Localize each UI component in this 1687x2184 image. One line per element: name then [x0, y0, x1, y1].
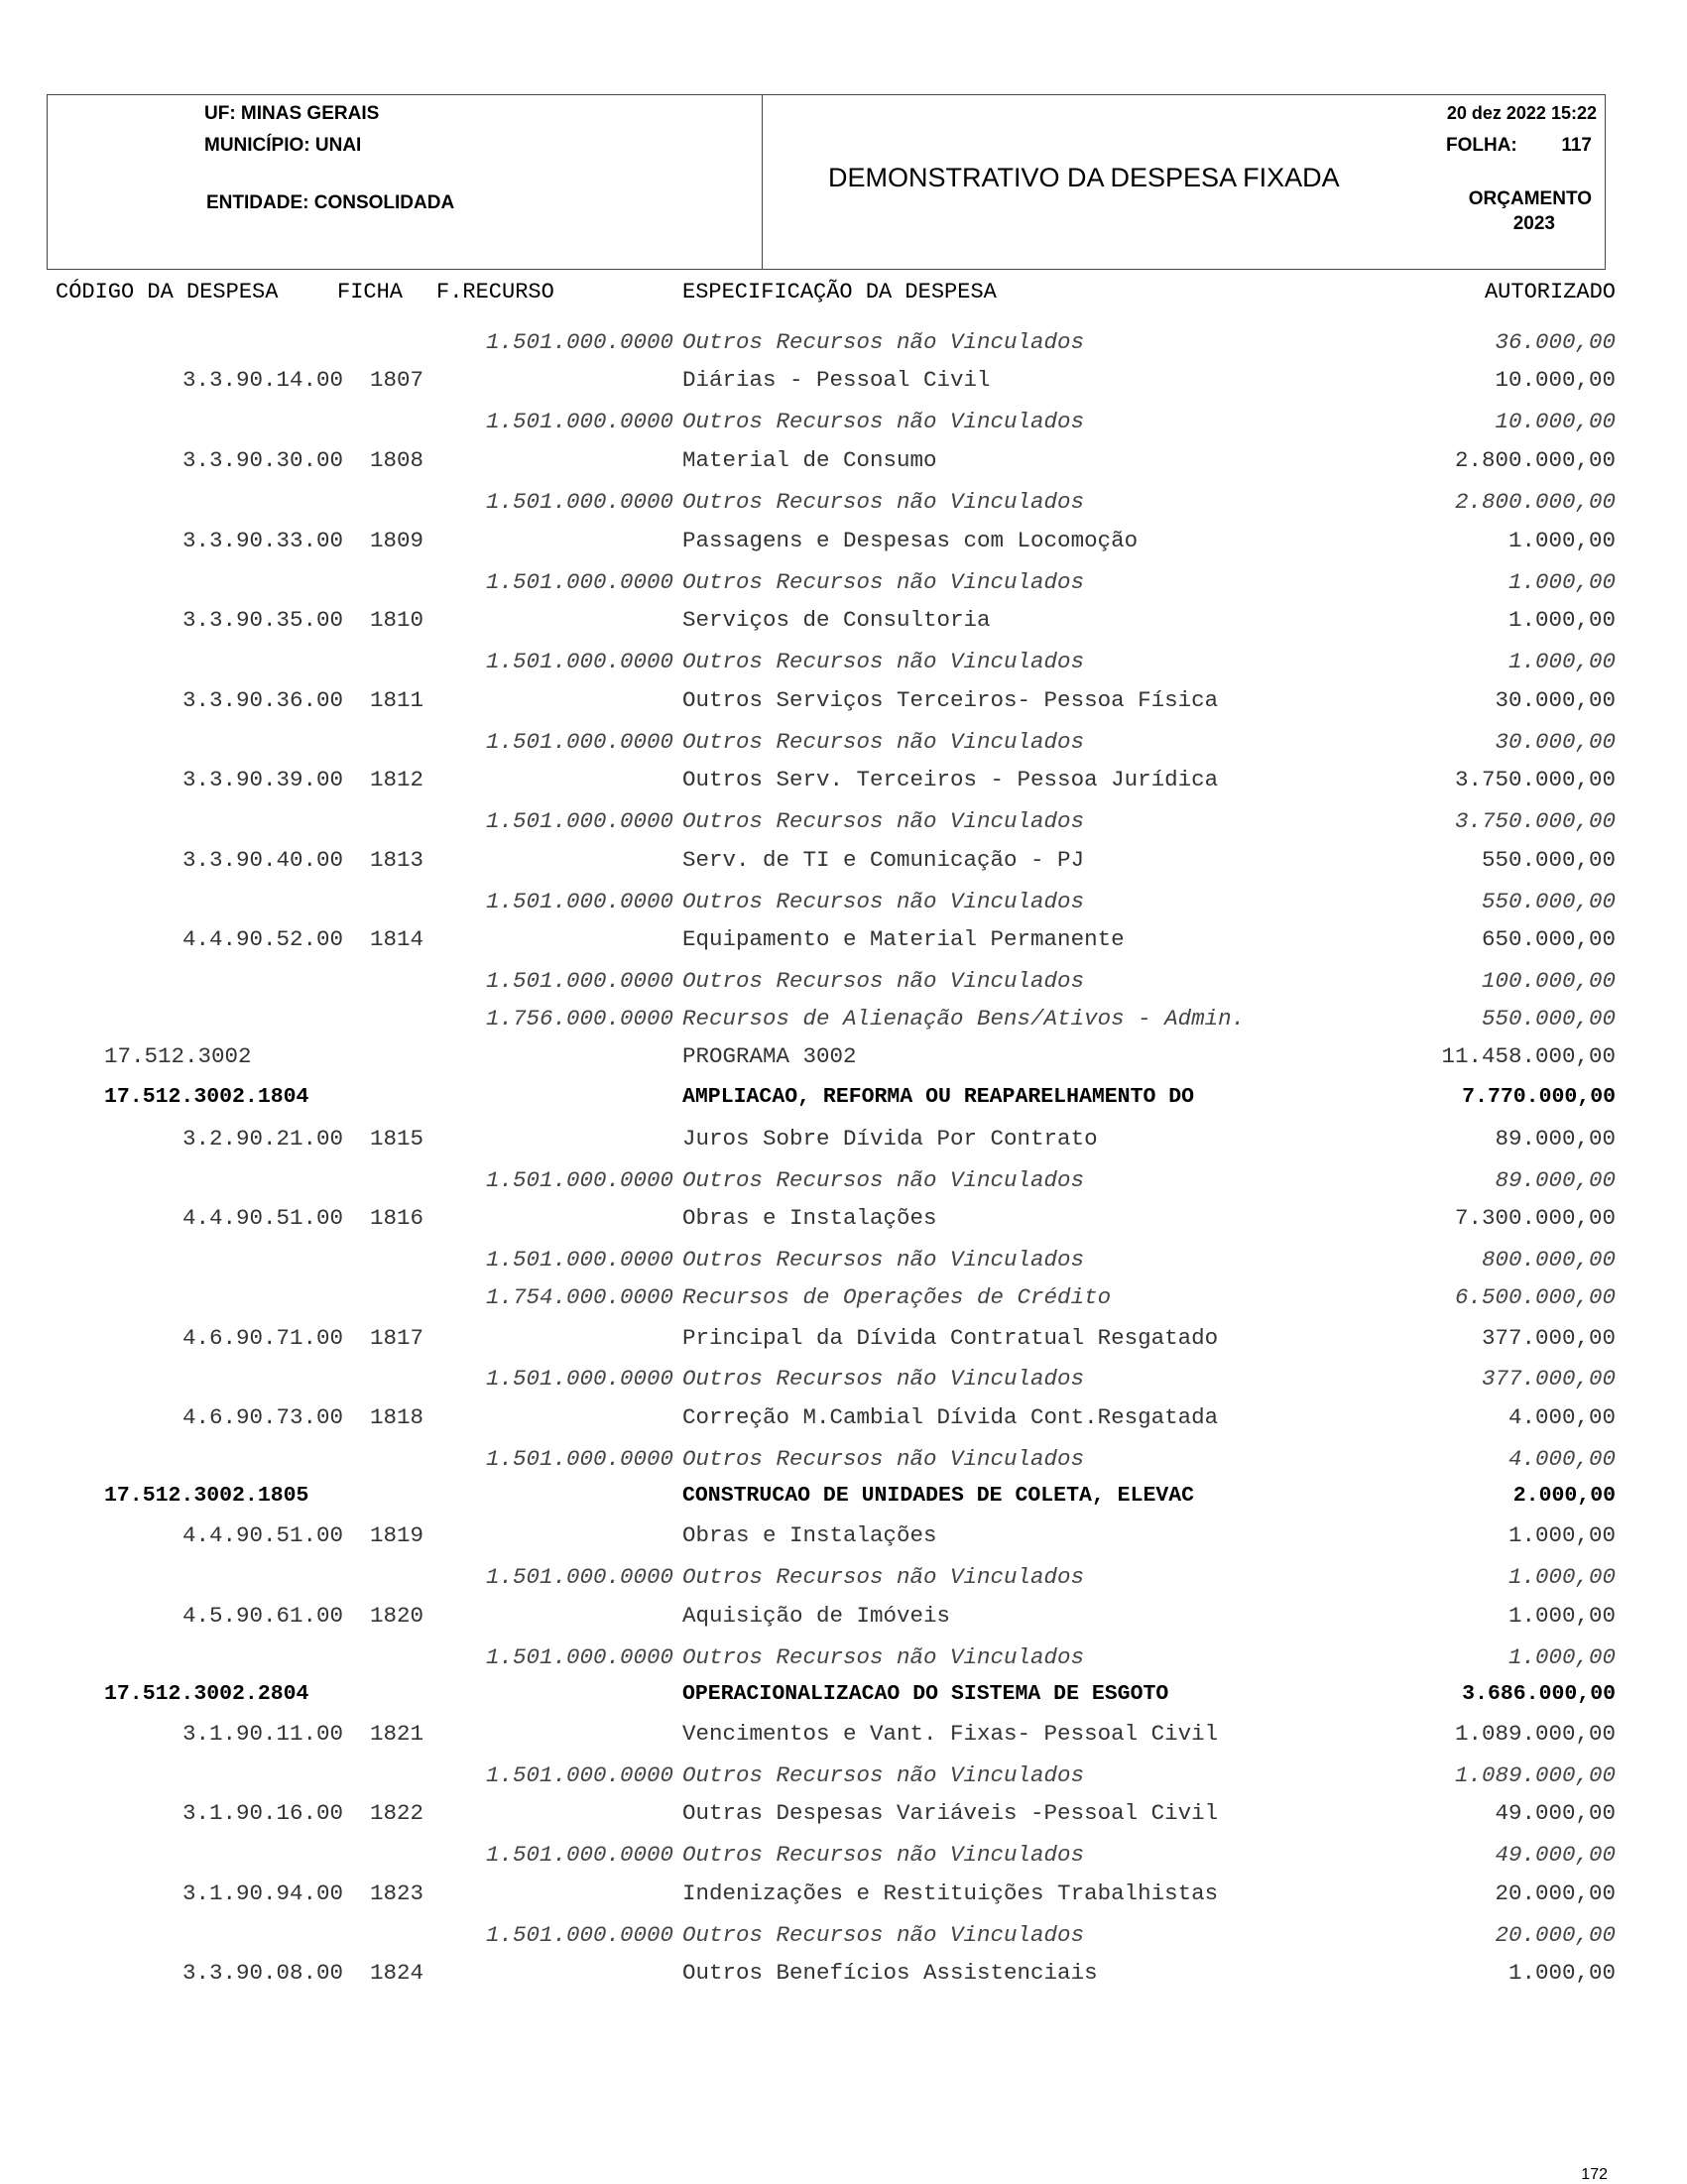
table-row [0, 1446, 1687, 1478]
row-description: Outros Recursos não Vinculados [682, 489, 1085, 515]
table-row [0, 1366, 1687, 1397]
row-description: Outros Recursos não Vinculados [682, 649, 1085, 674]
table-row [0, 367, 1687, 399]
row-code: 3.3.90.39.00 [181, 767, 343, 792]
row-code: 4.4.90.51.00 [181, 1205, 343, 1231]
row-fonte-recurso: 1.501.000.0000 [485, 649, 673, 674]
row-value: 1.000,00 [1507, 607, 1616, 633]
row-action-code: 17.512.3002.1805 [104, 1484, 309, 1508]
row-value: 30.000,00 [1495, 687, 1616, 713]
row-description: Outros Recursos não Vinculados [682, 1922, 1085, 1948]
row-ficha: 1811 [370, 687, 424, 713]
row-description: Outros Recursos não Vinculados [682, 329, 1085, 355]
row-fonte-recurso: 1.501.000.0000 [485, 569, 673, 595]
row-value: 10.000,00 [1495, 409, 1616, 434]
row-value: 1.000,00 [1507, 1522, 1616, 1548]
row-ficha: 1824 [370, 1960, 424, 1986]
row-description: Outras Despesas Variáveis -Pessoal Civil [682, 1800, 1219, 1826]
col-ficha: FICHA [337, 280, 404, 304]
row-value: 7.770.000,00 [1462, 1085, 1616, 1109]
row-value: 2.800.000,00 [1454, 447, 1616, 473]
col-codigo: CÓDIGO DA DESPESA [56, 280, 279, 304]
row-code: 4.6.90.71.00 [181, 1325, 343, 1351]
row-ficha: 1821 [370, 1721, 424, 1747]
row-value: 36.000,00 [1495, 329, 1616, 355]
row-fonte-recurso: 1.754.000.0000 [485, 1284, 673, 1310]
row-fonte-recurso: 1.501.000.0000 [485, 1366, 673, 1392]
orcamento-label: ORÇAMENTO [1468, 188, 1592, 209]
table-row [0, 1564, 1687, 1596]
row-ficha: 1817 [370, 1325, 424, 1351]
row-description: Outros Recursos não Vinculados [682, 1842, 1085, 1868]
row-fonte-recurso: 1.501.000.0000 [485, 1446, 673, 1472]
row-description: Outros Recursos não Vinculados [682, 1167, 1085, 1193]
row-fonte-recurso: 1.501.000.0000 [485, 409, 673, 434]
row-description: Outros Recursos não Vinculados [682, 409, 1085, 434]
row-ficha: 1810 [370, 607, 424, 633]
row-description: Principal da Dívida Contratual Resgatado [682, 1325, 1219, 1351]
report-header [47, 94, 1606, 270]
row-description: Serv. de TI e Comunicação - PJ [682, 847, 1085, 873]
uf-label: UF: MINAS GERAIS [204, 103, 380, 124]
row-description: AMPLIACAO, REFORMA OU REAPARELHAMENTO DO [682, 1085, 1195, 1109]
table-row [0, 1603, 1687, 1635]
table-row [0, 1842, 1687, 1874]
row-value: 3.750.000,00 [1454, 767, 1616, 792]
table-row [0, 649, 1687, 680]
row-description: Outros Recursos não Vinculados [682, 1564, 1085, 1590]
row-description: Diárias - Pessoal Civil [682, 367, 991, 393]
row-value: 1.000,00 [1507, 1960, 1616, 1986]
table-row [0, 1284, 1687, 1316]
table-row [0, 1325, 1687, 1357]
table-row [0, 447, 1687, 479]
row-description: Obras e Instalações [682, 1522, 937, 1548]
row-code: 3.1.90.16.00 [181, 1800, 343, 1826]
row-code: 3.3.90.33.00 [181, 528, 343, 553]
row-value: 11.458.000,00 [1441, 1043, 1616, 1069]
row-value: 2.000,00 [1512, 1484, 1616, 1508]
table-row [0, 1800, 1687, 1832]
row-fonte-recurso: 1.501.000.0000 [485, 1922, 673, 1948]
row-value: 4.000,00 [1507, 1446, 1616, 1472]
row-value: 377.000,00 [1481, 1366, 1616, 1392]
row-value: 1.000,00 [1507, 528, 1616, 553]
row-value: 49.000,00 [1495, 1842, 1616, 1868]
row-fonte-recurso: 1.501.000.0000 [485, 1564, 673, 1590]
row-code: 4.4.90.51.00 [181, 1522, 343, 1548]
row-value: 377.000,00 [1481, 1325, 1616, 1351]
table-row [0, 1644, 1687, 1676]
row-value: 1.089.000,00 [1454, 1721, 1616, 1747]
row-description: Outros Serv. Terceiros - Pessoa Jurídica [682, 767, 1219, 792]
row-description: Outros Recursos não Vinculados [682, 729, 1085, 755]
row-ficha: 1812 [370, 767, 424, 792]
table-row [0, 1960, 1687, 1992]
table-row [0, 528, 1687, 559]
row-description: Juros Sobre Dívida Por Contrato [682, 1126, 1098, 1152]
table-row [0, 1043, 1687, 1075]
row-ficha: 1814 [370, 926, 424, 952]
row-value: 1.000,00 [1507, 569, 1616, 595]
row-value: 3.750.000,00 [1454, 808, 1616, 834]
row-description: CONSTRUCAO DE UNIDADES DE COLETA, ELEVAC [682, 1484, 1195, 1508]
row-description: Serviços de Consultoria [682, 607, 991, 633]
row-ficha: 1808 [370, 447, 424, 473]
table-row [0, 489, 1687, 521]
row-value: 1.000,00 [1507, 1603, 1616, 1629]
municipio-label: MUNICÍPIO: UNAI [204, 135, 362, 156]
row-value: 1.089.000,00 [1454, 1762, 1616, 1788]
row-code: 3.3.90.08.00 [181, 1960, 343, 1986]
table-row [0, 1762, 1687, 1794]
row-description: Outros Recursos não Vinculados [682, 808, 1085, 834]
row-description: Outros Recursos não Vinculados [682, 889, 1085, 914]
table-row [0, 889, 1687, 920]
row-description: Outros Recursos não Vinculados [682, 569, 1085, 595]
table-row [0, 1247, 1687, 1278]
col-recurso: F.RECURSO [436, 280, 554, 304]
row-value: 550.000,00 [1481, 847, 1616, 873]
row-description: PROGRAMA 3002 [682, 1043, 857, 1069]
row-value: 650.000,00 [1481, 926, 1616, 952]
row-action-code: 17.512.3002.2804 [104, 1682, 309, 1706]
report-title: DEMONSTRATIVO DA DESPESA FIXADA [828, 163, 1340, 192]
header-divider [762, 95, 763, 269]
row-ficha: 1823 [370, 1881, 424, 1906]
row-fonte-recurso: 1.501.000.0000 [485, 329, 673, 355]
row-fonte-recurso: 1.756.000.0000 [485, 1006, 673, 1031]
row-value: 2.800.000,00 [1454, 489, 1616, 515]
page-number: 172 [1581, 2166, 1608, 2183]
row-ficha: 1819 [370, 1522, 424, 1548]
row-code: 3.2.90.21.00 [181, 1126, 343, 1152]
table-row [0, 409, 1687, 440]
table-row [0, 329, 1687, 361]
row-fonte-recurso: 1.501.000.0000 [485, 1167, 673, 1193]
row-code: 3.3.90.36.00 [181, 687, 343, 713]
table-row [0, 569, 1687, 601]
row-value: 1.000,00 [1507, 1644, 1616, 1670]
entidade-label: ENTIDADE: CONSOLIDADA [206, 192, 455, 213]
row-description: Outros Recursos não Vinculados [682, 1762, 1085, 1788]
row-value: 20.000,00 [1495, 1881, 1616, 1906]
row-fonte-recurso: 1.501.000.0000 [485, 808, 673, 834]
table-row [0, 729, 1687, 761]
table-row [0, 1126, 1687, 1157]
row-code: 3.3.90.35.00 [181, 607, 343, 633]
table-row [0, 1167, 1687, 1199]
row-code: 3.3.90.30.00 [181, 447, 343, 473]
row-value: 3.686.000,00 [1462, 1682, 1616, 1706]
table-row [0, 1922, 1687, 1954]
row-value: 30.000,00 [1495, 729, 1616, 755]
row-description: Indenizações e Restituições Trabalhistas [682, 1881, 1219, 1906]
table-row [0, 1085, 1687, 1117]
row-description: Outros Serviços Terceiros- Pessoa Física [682, 687, 1219, 713]
row-description: Outros Recursos não Vinculados [682, 1644, 1085, 1670]
row-description: Outros Benefícios Assistenciais [682, 1960, 1098, 1986]
table-row [0, 808, 1687, 840]
row-ficha: 1822 [370, 1800, 424, 1826]
table-row [0, 767, 1687, 798]
row-fonte-recurso: 1.501.000.0000 [485, 1762, 673, 1788]
table-row [0, 926, 1687, 958]
row-value: 10.000,00 [1495, 367, 1616, 393]
row-description: Outros Recursos não Vinculados [682, 1446, 1085, 1472]
row-code: 3.1.90.11.00 [181, 1721, 343, 1747]
row-description: OPERACIONALIZACAO DO SISTEMA DE ESGOTO [682, 1682, 1169, 1706]
orcamento-year: 2023 [1512, 213, 1555, 234]
row-value: 800.000,00 [1481, 1247, 1616, 1273]
row-value: 550.000,00 [1481, 889, 1616, 914]
row-value: 49.000,00 [1495, 1800, 1616, 1826]
row-value: 1.000,00 [1507, 649, 1616, 674]
row-value: 1.000,00 [1507, 1564, 1616, 1590]
row-action-code: 17.512.3002 [104, 1043, 252, 1069]
row-fonte-recurso: 1.501.000.0000 [485, 1644, 673, 1670]
row-code: 3.1.90.94.00 [181, 1881, 343, 1906]
row-fonte-recurso: 1.501.000.0000 [485, 889, 673, 914]
row-description: Recursos de Alienação Bens/Ativos - Admin. [682, 1006, 1246, 1031]
row-value: 100.000,00 [1481, 968, 1616, 994]
row-code: 4.6.90.73.00 [181, 1404, 343, 1430]
row-value: 89.000,00 [1495, 1126, 1616, 1152]
table-row [0, 1006, 1687, 1037]
row-description: Material de Consumo [682, 447, 937, 473]
folha-value: 117 [1561, 135, 1592, 156]
row-fonte-recurso: 1.501.000.0000 [485, 968, 673, 994]
table-row [0, 1522, 1687, 1554]
row-description: Outros Recursos não Vinculados [682, 1366, 1085, 1392]
table-row [0, 847, 1687, 879]
folha-label: FOLHA: [1446, 135, 1517, 156]
row-value: 89.000,00 [1495, 1167, 1616, 1193]
table-row [0, 607, 1687, 639]
row-ficha: 1816 [370, 1205, 424, 1231]
row-description: Equipamento e Material Permanente [682, 926, 1125, 952]
table-row [0, 1682, 1687, 1714]
row-description: Passagens e Despesas com Locomoção [682, 528, 1139, 553]
row-description: Recursos de Operações de Crédito [682, 1284, 1112, 1310]
row-value: 550.000,00 [1481, 1006, 1616, 1031]
row-ficha: 1813 [370, 847, 424, 873]
row-ficha: 1820 [370, 1603, 424, 1629]
row-ficha: 1815 [370, 1126, 424, 1152]
row-fonte-recurso: 1.501.000.0000 [485, 729, 673, 755]
row-description: Aquisição de Imóveis [682, 1603, 951, 1629]
row-action-code: 17.512.3002.1804 [104, 1085, 309, 1109]
row-ficha: 1818 [370, 1404, 424, 1430]
table-row [0, 1881, 1687, 1912]
row-value: 6.500.000,00 [1454, 1284, 1616, 1310]
row-code: 3.3.90.14.00 [181, 367, 343, 393]
row-description: Obras e Instalações [682, 1205, 937, 1231]
col-autorizado: AUTORIZADO [1484, 280, 1616, 304]
row-fonte-recurso: 1.501.000.0000 [485, 1247, 673, 1273]
table-row [0, 1404, 1687, 1436]
row-fonte-recurso: 1.501.000.0000 [485, 1842, 673, 1868]
row-description: Vencimentos e Vant. Fixas- Pessoal Civil [682, 1721, 1219, 1747]
row-description: Outros Recursos não Vinculados [682, 1247, 1085, 1273]
table-row [0, 1721, 1687, 1753]
table-row [0, 968, 1687, 1000]
table-row [0, 1484, 1687, 1516]
row-code: 4.4.90.52.00 [181, 926, 343, 952]
col-especificacao: ESPECIFICAÇÃO DA DESPESA [682, 280, 997, 304]
table-row [0, 687, 1687, 719]
row-description: Outros Recursos não Vinculados [682, 968, 1085, 994]
row-code: 4.5.90.61.00 [181, 1603, 343, 1629]
row-value: 7.300.000,00 [1454, 1205, 1616, 1231]
row-ficha: 1809 [370, 528, 424, 553]
row-fonte-recurso: 1.501.000.0000 [485, 489, 673, 515]
row-value: 20.000,00 [1495, 1922, 1616, 1948]
row-description: Correção M.Cambial Dívida Cont.Resgatada [682, 1404, 1219, 1430]
row-value: 4.000,00 [1507, 1404, 1616, 1430]
row-code: 3.3.90.40.00 [181, 847, 343, 873]
table-row [0, 1205, 1687, 1237]
report-datetime: 20 dez 2022 15:22 [1446, 103, 1597, 123]
row-ficha: 1807 [370, 367, 424, 393]
